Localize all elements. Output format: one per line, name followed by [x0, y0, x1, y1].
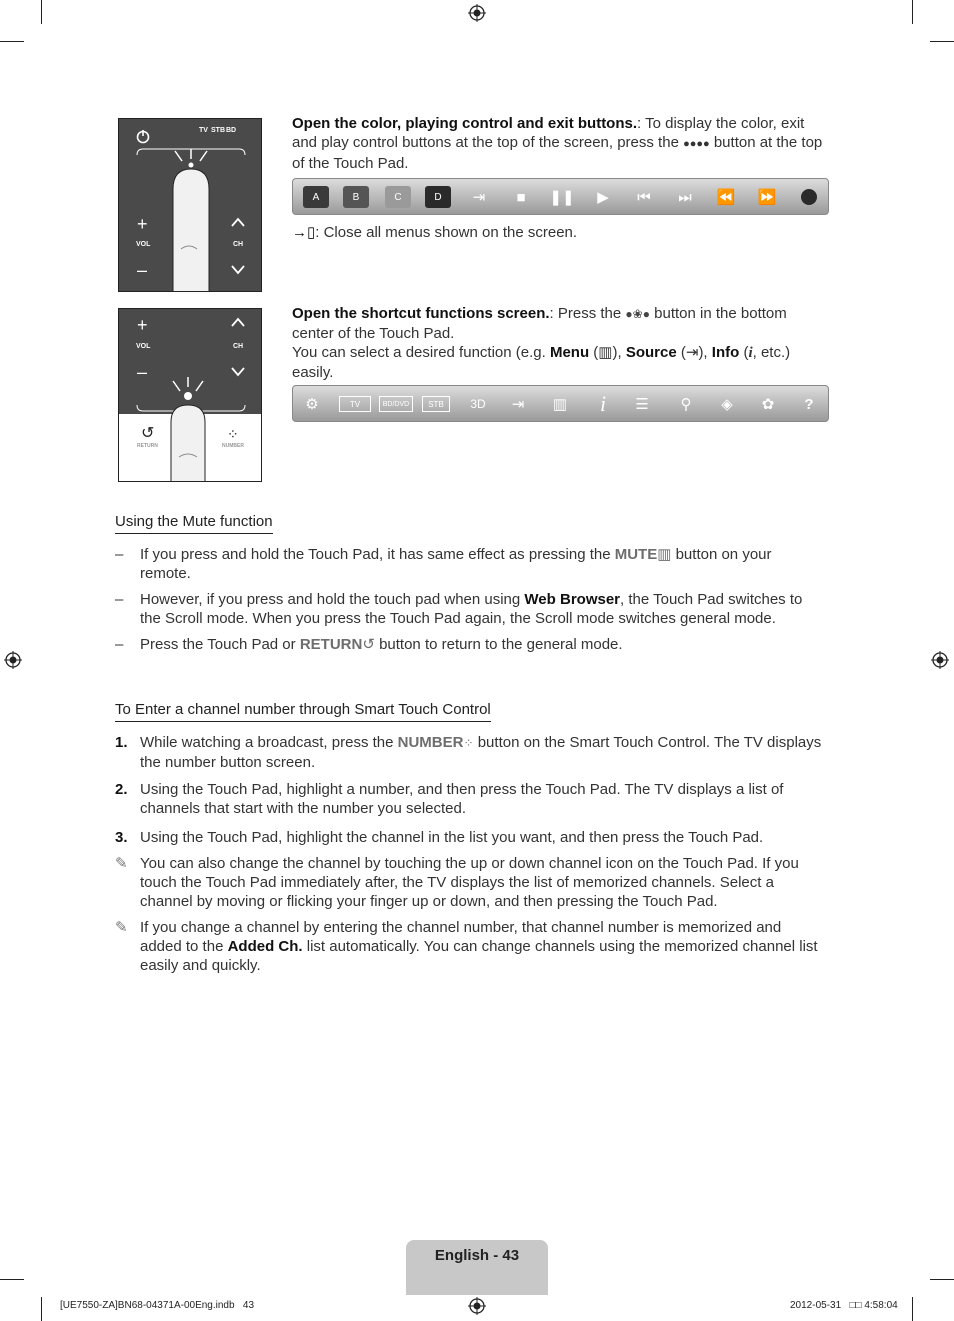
- vol-up-icon: +: [137, 214, 148, 234]
- search-icon[interactable]: ⚲: [680, 396, 692, 413]
- ch-up-icon: [231, 317, 245, 327]
- mute-item: [115, 590, 825, 628]
- menu-icon: ▥: [598, 344, 613, 361]
- dash-bullet: –: [115, 591, 124, 608]
- color-button-c[interactable]: C: [385, 186, 411, 208]
- section1-title: Open the color, playing control and exit buttons.: [292, 115, 638, 132]
- settings-icon[interactable]: ⚙: [305, 396, 319, 413]
- page-number: English - 43: [434, 1247, 520, 1264]
- step-text: While watching a broadcast, press the: [140, 734, 398, 751]
- info-icon: i: [748, 345, 753, 361]
- ch-down-icon: [231, 265, 245, 275]
- color-button-a[interactable]: A: [303, 186, 329, 208]
- return-key: RETURN: [299, 636, 363, 653]
- step-number: 3.: [115, 829, 128, 846]
- dash-bullet: –: [115, 636, 124, 653]
- close-note: [292, 223, 832, 242]
- mute-item-text: button to return to the general mode.: [374, 636, 623, 653]
- mute-icon: ▥: [657, 546, 672, 563]
- note-text: You can also change the channel by touching the up or down channel icon on the Touch Pad. If you touch the Touch Pad immediately after, the TV displays the list of memorized channels. Select a channel by moving or flicking your finger up or down, and then pressing the Touch Pad.: [140, 855, 799, 910]
- ch-label: CH: [233, 343, 244, 350]
- crop-mark: [912, 1297, 913, 1321]
- finger-press-icon: [167, 149, 215, 292]
- bd-label: BD: [226, 127, 237, 134]
- skip-previous-icon[interactable]: ⏮: [637, 188, 651, 206]
- crop-mark: [912, 0, 913, 24]
- ch-label: CH: [233, 241, 244, 248]
- section2-text-b: button in the bottom center of the Touch Pad.: [292, 305, 787, 342]
- note-text: If you change a channel by entering the channel number, that channel number is memorized and added to the: [140, 919, 782, 955]
- source-icon[interactable]: ⇥: [511, 396, 525, 413]
- return-icon: ↺: [362, 636, 375, 653]
- stb-label: STB: [211, 127, 225, 134]
- mute-key: MUTE: [614, 546, 658, 563]
- exit-icon: →▯: [292, 224, 316, 241]
- section1-text-a: : To display the color, exit and play control buttons at the top of the screen, press the: [292, 115, 805, 151]
- close-note-text: : Close all menus shown on the screen.: [315, 224, 578, 241]
- fast-forward-icon[interactable]: ⏩: [757, 189, 777, 206]
- tools-icon[interactable]: ☰: [635, 396, 649, 413]
- tv-source-button[interactable]: TV: [339, 396, 371, 412]
- registration-mark-icon: [4, 651, 22, 669]
- ch-up-icon: [231, 217, 245, 227]
- mute-item: [115, 545, 825, 583]
- note-pencil-icon: ✎: [115, 855, 128, 872]
- step-text: Using the Touch Pad, highlight a number, and then press the Touch Pad. The TV displays a list of channels that start with the number you selected.: [140, 781, 784, 817]
- shortcut-functions-bar: [292, 385, 829, 422]
- crop-mark: [0, 1279, 24, 1280]
- return-icon: ↺: [141, 425, 155, 442]
- crop-mark: [41, 0, 42, 24]
- stop-icon[interactable]: ■: [516, 188, 526, 206]
- skip-next-icon[interactable]: ⏭: [678, 188, 692, 206]
- navigation-icon[interactable]: ◈: [721, 396, 733, 413]
- section2-text-a: : Press the: [549, 305, 622, 322]
- registration-mark-icon: [468, 4, 486, 22]
- channel-note: [115, 918, 825, 975]
- tv-label: TV: [199, 127, 208, 134]
- web-browser-key: Web Browser: [524, 591, 621, 608]
- mute-item: [115, 635, 825, 654]
- color-button-d[interactable]: D: [425, 186, 451, 208]
- color-button-b[interactable]: B: [343, 186, 369, 208]
- step-text: button on the Smart Touch Control. The TV displays the number button screen.: [140, 734, 822, 771]
- exit-icon[interactable]: ⇥: [472, 189, 486, 206]
- crop-mark: [0, 41, 24, 42]
- source-icon: ⇥: [685, 344, 699, 361]
- step-number: 2.: [115, 781, 128, 798]
- mute-item-text: button on your remote.: [140, 546, 772, 582]
- source-key: Source: [625, 344, 677, 361]
- channel-heading: To Enter a channel number through Smart Touch Control: [115, 701, 491, 722]
- vol-label: VOL: [136, 343, 151, 350]
- step-number: 1.: [115, 734, 128, 751]
- print-date: 2012-05-31 □□ 4:58:04: [790, 1300, 898, 1311]
- info-icon[interactable]: i: [599, 391, 607, 416]
- info-key: Info: [711, 344, 740, 361]
- section1-text-b: button at the top of the Touch Pad.: [292, 134, 823, 172]
- mute-item-text: However, if you press and hold the touch pad when using: [140, 591, 525, 608]
- color-dots-icon: ●●●●: [683, 138, 710, 150]
- power-icon: [135, 128, 151, 144]
- color-playback-control-bar: [292, 178, 829, 215]
- record-icon[interactable]: [796, 186, 822, 208]
- section1-description: [292, 114, 832, 173]
- number-icon: ⁘: [463, 736, 474, 750]
- channel-step: [115, 733, 825, 772]
- vol-up-icon: +: [137, 315, 148, 335]
- file-name: [UE7550-ZA]BN68-04371A-00Eng.indb 43: [60, 1300, 255, 1311]
- section2-text-c: You can select a desired function (e.g.: [292, 344, 546, 361]
- section2-text-d: , etc.) easily.: [292, 344, 791, 381]
- crop-mark: [41, 1297, 42, 1321]
- channel-note: [115, 854, 825, 911]
- smart-hub-icon[interactable]: ✿: [761, 396, 775, 413]
- play-icon[interactable]: ▶: [597, 189, 609, 206]
- mute-item-text: If you press and hold the Touch Pad, it has same effect as pressing the: [140, 546, 615, 563]
- note-pencil-icon: ✎: [115, 919, 128, 936]
- remote-touchpad-bottom-illustration: [118, 308, 262, 482]
- menu-icon[interactable]: ▥: [552, 396, 568, 413]
- number-label: NUMBER: [222, 443, 244, 449]
- note-text: list automatically. You can change channels using the memorized channel list easily and quickly.: [140, 938, 818, 974]
- section2-description: Open the shortcut functions screen.: Press the ●❀● button in the bottom center of the Touch Pad. You can select a desired function (e.g. Menu (▥), Source (⇥), Info (i, etc.) easily.: [292, 305, 791, 381]
- section2-title: Open the shortcut functions screen.: [292, 305, 550, 322]
- ch-down-icon: [231, 367, 245, 377]
- dash-bullet: –: [115, 546, 124, 563]
- menu-key: Menu: [549, 344, 590, 361]
- rewind-icon[interactable]: ⏪: [716, 189, 736, 206]
- vol-down-icon: –: [137, 260, 148, 280]
- 3d-icon[interactable]: 3D: [470, 397, 486, 411]
- bddvd-source-button[interactable]: BD/DVD: [379, 396, 413, 412]
- number-key: NUMBER: [397, 734, 464, 751]
- smart-hub-icon: ●❀●: [625, 307, 650, 321]
- mute-item-text: , the Touch Pad switches to the Scroll mode. When you press the Touch Pad again, the Scroll mode switches general mode.: [140, 591, 803, 627]
- registration-mark-icon: [931, 651, 949, 669]
- return-label: RETURN: [137, 443, 158, 449]
- step-text: Using the Touch Pad, highlight the channel in the list you want, and then press the Touch Pad.: [140, 829, 764, 846]
- remote-touchpad-top-illustration: [118, 118, 262, 292]
- channel-step: [115, 828, 825, 847]
- crop-mark: [930, 41, 954, 42]
- finger-press-icon: [163, 377, 213, 482]
- vol-label: VOL: [136, 241, 151, 248]
- crop-mark: [930, 1279, 954, 1280]
- pause-icon[interactable]: ❚❚: [549, 189, 575, 206]
- number-icon: ⁘: [227, 426, 239, 442]
- mute-heading: Using the Mute function: [115, 513, 273, 534]
- stb-source-button[interactable]: STB: [422, 396, 450, 412]
- channel-step: [115, 780, 825, 818]
- added-ch-key: Added Ch.: [227, 938, 303, 955]
- help-icon[interactable]: ?: [804, 395, 814, 413]
- mute-item-text: Press the Touch Pad or: [140, 636, 300, 653]
- registration-mark-icon: [468, 1297, 486, 1315]
- vol-down-icon: –: [137, 362, 148, 382]
